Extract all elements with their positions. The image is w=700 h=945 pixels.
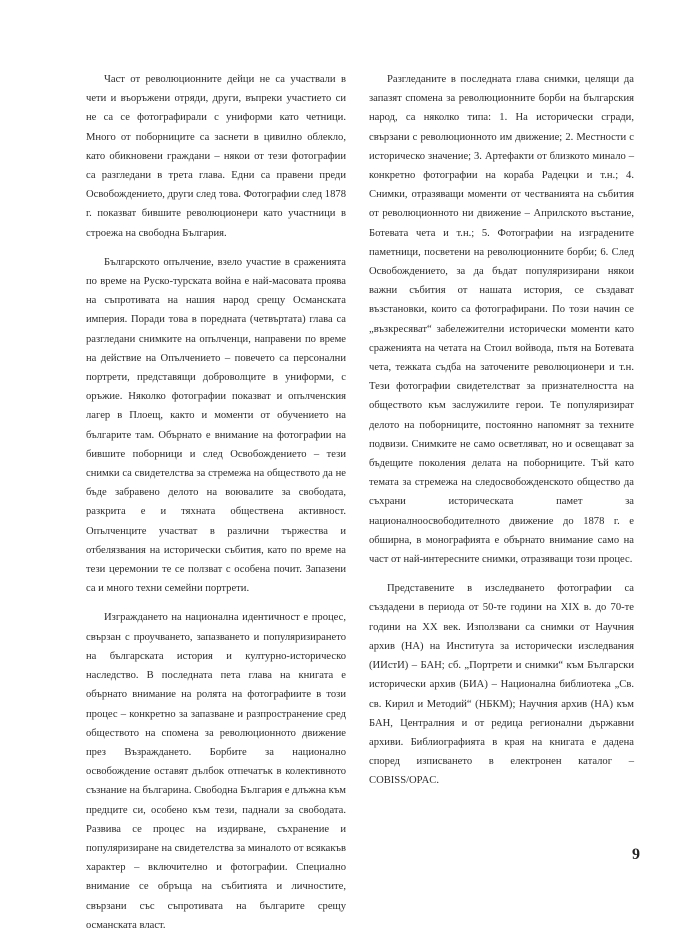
paragraph: Част от революционните дейци не са участвали в чети и въоръжени отряди, други, въпреки участието си не са се фотографирали с униформи като четници. Много от поборниците са заснети в цивилно облекло, като обикновени граждани – някои от тези фотографии са разгледани в трета глава. Едни са правени преди Освобождението, други след това. Фотографии след 1878 г. показват бившите революционери като участници в строежа на свободна България. [86, 74, 346, 239]
left-column [86, 70, 346, 945]
paragraph: Изграждането на национална идентичност е процес, свързан с проучването, запазването и популяризирането на българската история и културно-историческо наследство. В последната пета глава на книгата е обърнато внимание на ролята на фотографиите в този процес – конкретно за запазване и разпространение сред обществото на спомена за революционното движение през Възраждането. Борбите за национално освобождение оставят дълбок отпечатък в колективното съзнание на българина. Свободна България е длъжна към предците си, особено към тези, паднали за свободата. Развива се процес на издирване, съхранение и популяризиране на свидетелства за миналото от всякакъв характер – включително и фотографии. Специално внимание се обръща на събитията и личностите, свързани със съпротивата на българите срещу османската власт. [86, 612, 346, 931]
right-column [369, 70, 634, 801]
paragraph: Представените в изследването фотографии са създадени в периода от 50-те години на XIX в. до 70-те години на XX век. Използвани са снимки от Научния архив (НА) на Института за исторически изследвания (ИИстИ) – БАН; сб. „Портрети и снимки“ към Български исторически архив (БИА) – Национална библиотека „Св. св. Кирил и Методий“ (НБКМ); Научния архив (НА) към БАН, Централния и от редица регионални държавни архиви. Библиографията в края на книгата е дадена според изписването в електронен каталог – COBISS/OPAC. [369, 583, 634, 787]
page-number: 9 [632, 846, 640, 863]
paragraph: Българското опълчение, взело участие в сраженията по време на Руско-турската война е най-масовата проява на съпротивата на нашия народ срещу Османската империя. Поради това в поредната (четвъртата) глава са разгледани снимките на опълченци, направени по време на действие на Опълчението – повечето са персонални портрети, представящи доброволците в униформи, с оръжие. Няколко фотографии показват и опълченския лагер в Плоещ, както и моменти от обучението на българите там. Обърнато е внимание на фотографии на бившите поборници и след Освобождението – тези снимки са свидетелства за стремежа на обществото да не бъде забравено делото на воювалите за свободата, разкрита е и тяхната обществена активност. Опълченците участват в различни тържества и отбелязвания на исторически събития, като по време на тези церемонии те се ползват с особена почит. Запазени са и много техни семейни портрети. [86, 256, 346, 595]
paragraph: Разгледаните в последната глава снимки, целящи да запазят спомена за революционните борби на българския народ, са няколко типа: 1. На исторически сгради, свързани с революционното им движение; 2. Местности с историческо значение; 3. Артефакти от близкото минало – конкретно фотографии на кораба Радецки и т.н.; 4. Снимки, отразяващи моменти от честванията на събития от революционното ни движение – Априлското въстание, Ботевата чета и т.н.; 5. Фотографии на изградените паметници, посветени на революционните борби; 6. След Освобождението, за да бъдат популяризирани някои важни събития от нашата история, се създават възстановки, които са фотографирани. По този начин се „възкресяват“ забележителни исторически моменти като сраженията на четата на Стоил войвода, пътя на Ботевата чета, тежката съдба на заточените революционери и т.н. Тези фотографии свидетелстват за признателността на обществото към заслужилите герои. Те популяризират делото на поборниците, постоянно напомнят за техните подвизи. Снимките не само осветляват, но и освещават за бъдещите поколения делата на поборниците. Тъй като темата за стремежа на следосвобожденското общество да съхрани историческата памет за националноосвободителното движение до 1878 г. е обширна, в монографията е обърнато внимание само на част от най-интересните снимки, отразяващи този процес. [369, 74, 634, 566]
